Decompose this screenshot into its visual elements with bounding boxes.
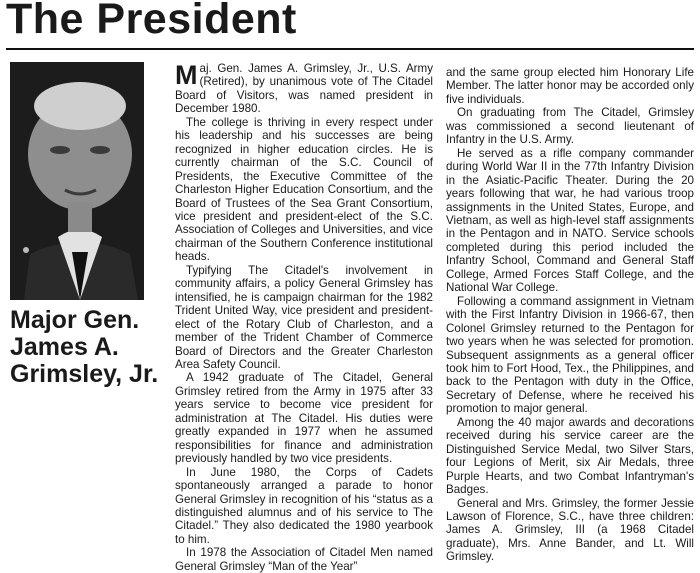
portrait-illustration bbox=[10, 62, 144, 300]
caption-line-1: Major Gen. bbox=[10, 306, 140, 334]
paragraph: He served as a rifle company commander during World War II in the 77th Infantry Division in the Asiatic-Pacific Theater. During the 20 years following that war, he had various troop assignments in the United States, Europe, and Vietnam, as well as high-level staff assignments in the Pentagon and in NATO. Service schools completed during this period included the Infantry School, Command and General Staff College, Armed Forces Staff College, and the National War College. bbox=[446, 146, 694, 295]
article-column-1 bbox=[175, 62, 433, 573]
paragraph bbox=[175, 62, 433, 116]
paragraph: Following a command assignment in Vietnam with the First Infantry Division in 1966-67, then Colonel Grimsley returned to the Pentagon for two years when he was selected for promotion. Subsequent assignments as a general officer took him to Fort Hood, Tex., the Philippines, and back to the Pentagon with duty in the Office, Secretary of Defense, where he received his promotion to major general. bbox=[446, 294, 694, 416]
paragraph: General and Mrs. Grimsley, the former Jessie Lawson of Florence, S.C., have three children: James A. Grimsley, III (a 1968 Citadel graduate), Mrs. Anne Bander, and Lt. Will Grimsley. bbox=[446, 496, 694, 564]
article-column-2 bbox=[446, 66, 694, 564]
caption-line-3: Grimsley, Jr. bbox=[10, 360, 159, 388]
portrait-photo bbox=[10, 62, 144, 300]
headline-rule bbox=[6, 48, 694, 50]
paragraph: The college is thriving in every respect under his leadership and his successes are being recognized in higher education circles. He is currently chairman of the S.C. Council of Presidents, the Executive Committee of the Charleston Higher Education Consortium, and the Board of Trustees of the Sea Grant Consortium, vice president and president-elect of the S.C. Association of Colleges and Universities, and vice chairman of the Southern Conference institutional heads. bbox=[175, 115, 433, 264]
paragraph: Among the 40 major awards and decorations received during his service career are the Distinguished Service Medal, two Silver Stars, four Legions of Merit, six Air Medals, three Purple Hearts, and two Combat Infantryman's Badges. bbox=[446, 415, 694, 497]
drop-cap: M bbox=[175, 60, 198, 90]
paragraph: A 1942 graduate of The Citadel, General Grimsley retired from the Army in 1975 after 33 years service to become vice president for administration at The Citadel. His duties were greatly expanded in 1977 when he assumed responsibilities for finance and administration previously handled by two vice presidents. bbox=[175, 371, 433, 466]
caption-name bbox=[10, 307, 165, 388]
paragraph: and the same group elected him Honorary Life Member. The latter honor may be accorded only five individuals. bbox=[446, 66, 694, 106]
paragraph-text: aj. Gen. James A. Grimsley, Jr., U.S. Army (Retired), by unanimous vote of The Citadel Board of Visitors, was named president in December 1980. bbox=[175, 62, 433, 116]
paragraph: On graduating from The Citadel, Grimsley was commissioned a second lieutenant of Infantry in the U.S. Army. bbox=[446, 106, 694, 147]
caption-line-2: James A. bbox=[10, 333, 119, 361]
paragraph: Typifying The Citadel's involvement in community affairs, a policy General Grimsley has intensified, he is campaign chairman for the 1982 Trident United Way, vice president and president-elect of the Rotary Club of Charleston, and a member of the Trident Chamber of Commerce Board of Directors and the Greater Charleston Area Safety Council. bbox=[175, 263, 433, 371]
paragraph: In June 1980, the Corps of Cadets spontaneously arranged a parade to honor General Grimsley in recognition of his “status as a distinguished alumnus and of his service to The Citadel.” They also dedicated the 1980 yearbook to him. bbox=[175, 465, 433, 546]
paragraph: In 1978 the Association of Citadel Men named General Grimsley “Man of the Year” bbox=[175, 546, 433, 573]
page-headline: The President bbox=[6, 0, 297, 43]
